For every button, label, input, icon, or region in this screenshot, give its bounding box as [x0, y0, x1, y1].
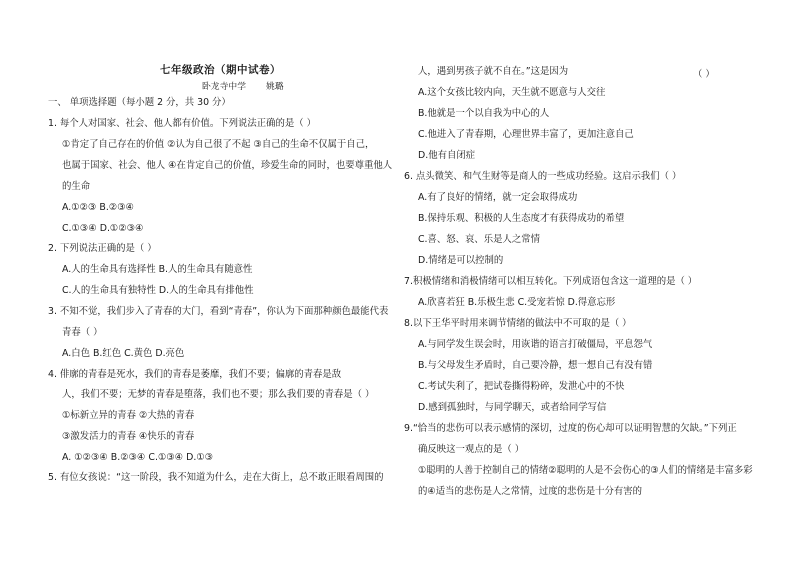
question-line: 的生命	[62, 181, 91, 192]
question-line: 5. 有位女孩说：“这一阶段，我不知道为什么，走在大街上，总不敢正眼看周围的	[48, 472, 384, 483]
question-line: 也属于国家、社会、他人 ④在肯定自己的价值，珍爱生命的同时，也要尊重他人	[62, 160, 393, 171]
option-line: D.感到孤独时，与同学聊天，或者给同学写信	[418, 402, 607, 413]
option-line: ①标新立异的青春 ②大热的青春	[62, 410, 195, 421]
option-line: C.①③④ D.①②③④	[62, 223, 144, 234]
question-line: 青春（ ）	[62, 327, 103, 338]
option-line: ③激发活力的青春 ④快乐的青春	[62, 431, 195, 442]
option-line: B.与父母发生矛盾时，自己要冷静，想一想自己有没有错	[418, 360, 653, 371]
question-line: 4. 俳廓的青春是死水，我们的青春是萎靡，我们不要；偏廓的青春是敌	[48, 369, 342, 380]
teacher-name: 姚璐	[266, 82, 284, 92]
question-line: 9.“恰当的悲伤可以表示感情的深切，过度的伤心却可以证明智慧的欠缺。”下列正	[404, 423, 737, 434]
question-line: 人，遇到男孩子就不自在。”这是因为	[418, 66, 569, 77]
option-line: A.人的生命具有选择性 B.人的生命具有随意性	[62, 264, 253, 275]
question-line: 6. 点头微笑、和气生财等是商人的一些成功经验。这启示我们（ ）	[404, 171, 682, 182]
option-line: C.喜、怒、哀、乐是人之常情	[418, 234, 541, 245]
option-line: A. ①②③④ B.②③④ C.①③④ D.①③	[62, 452, 214, 463]
question-line: 确反映这一观点的是（ ）	[418, 444, 525, 455]
option-line: C.考试失利了，把试卷撕得粉碎，发泄心中的不快	[418, 381, 625, 392]
option-line: ①聪明的人善于控制自己的情绪②聪明的人是不会伤心的③人们的情绪是丰富多彩	[418, 465, 753, 476]
question-line: ①肯定了自己存在的价值 ②认为自己很了不起 ③自己的生命不仅属于自己，	[62, 139, 375, 150]
option-line: C.他进入了青春期，心理世界丰富了，更加注意自己	[418, 129, 634, 140]
option-line: D.他有自闭症	[418, 150, 476, 161]
option-line: B.保持乐观、积极的人生态度才有获得成功的希望	[418, 213, 625, 224]
option-line: B.他就是一个以自我为中心的人	[418, 108, 550, 119]
option-line: A.有了良好的情绪，就一定会取得成功	[418, 192, 578, 203]
section-heading: 一、 单项选择题（每小题 2 分，共 30 分）	[48, 97, 231, 108]
question-line: 1. 每个人对国家、社会、他人都有价值。下列说法正确的是（ ）	[48, 118, 317, 129]
exam-title: 七年级政治（期中试卷）	[160, 64, 281, 76]
question-line: 人，我们不要；无梦的青春是堕落，我们也不要；那么我们要的青春是（ ）	[62, 389, 375, 400]
option-line: A.这个女孩比较内向，天生就不愿意与人交往	[418, 87, 606, 98]
school-name: 卧龙寺中学	[202, 82, 246, 92]
question-line: 2. 下列说法正确的是（ ）	[48, 243, 157, 254]
option-line: D.情绪是可以控制的	[418, 255, 504, 266]
option-line: C.人的生命具有独特性 D.人的生命具有排他性	[62, 285, 254, 296]
answer-paren: （ ）	[693, 69, 715, 80]
option-line: A.白色 B.红色 C.黄色 D.亮色	[62, 348, 185, 359]
option-line: A.欣喜若狂 B.乐极生悲 C.受宠若惊 D.得意忘形	[418, 297, 616, 308]
question-line: 8.以下王华平时用来调节情绪的做法中不可取的是（ ）	[404, 318, 632, 329]
option-line: A.与同学发生误会时，用诙谐的语言打破僵局，平息怨气	[418, 339, 653, 350]
question-line: 3. 不知不觉，我们步入了青春的大门，看到“青春”，你认为下面那种颜色最能代表	[48, 306, 389, 317]
option-line: 的④适当的悲伤是人之常情，过度的悲伤是十分有害的	[418, 486, 643, 497]
question-line: 7.积极情绪和消极情绪可以相互转化。下列成语包含这一道理的是（ ）	[404, 276, 698, 287]
option-line: A.①②③ B.②③④	[62, 202, 135, 213]
